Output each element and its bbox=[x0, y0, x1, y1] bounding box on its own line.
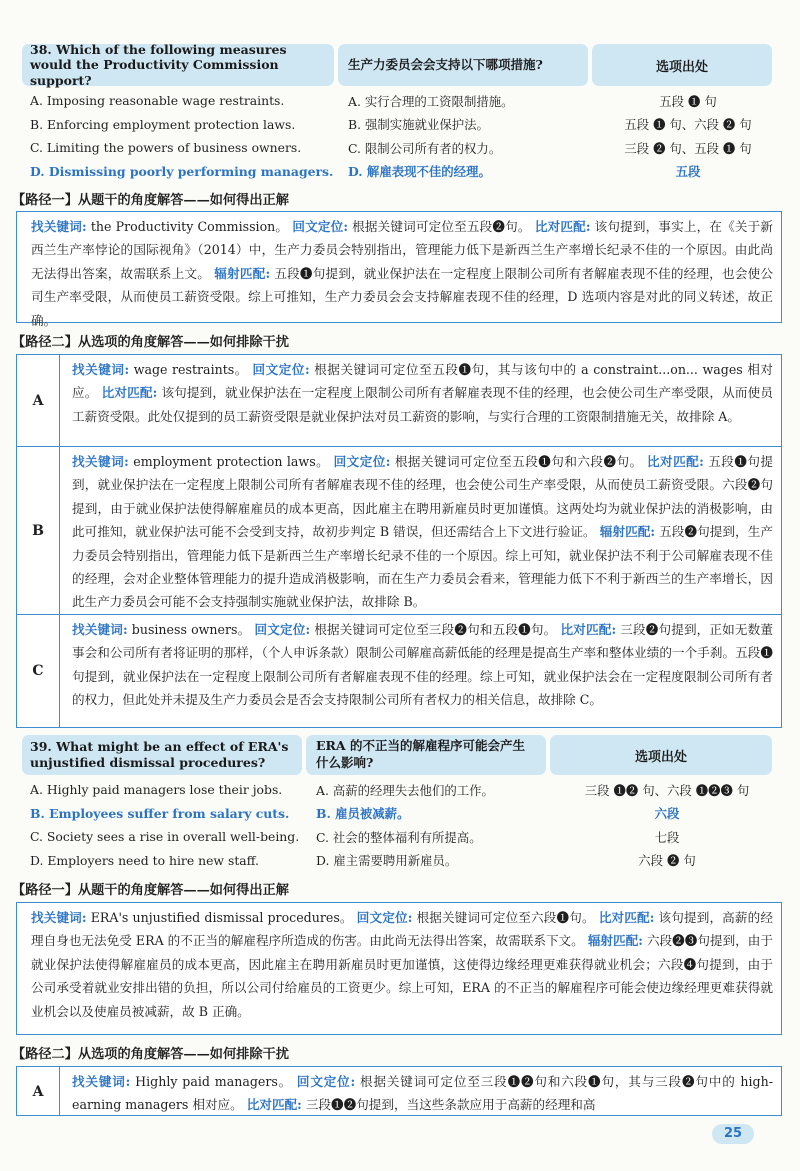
q39-question-zh: ERA 的不正当的解雇程序可能会产生什么影响? bbox=[306, 735, 546, 775]
q39-option-d: D. Employers need to hire new staff. D. 雇主需要聘用新雇员。 六段 ❷ 句 bbox=[30, 852, 696, 869]
q38-path2-box bbox=[16, 354, 782, 728]
q38-header bbox=[22, 41, 772, 88]
q38-path2-row-c: C 找关键词: business owners。 回文定位: 根据关键词可定位至三段❷句和五段❶句。 比对匹配: 三段❷句提到，正如无数董事会和公司所有者将证明的那样，（个人申诉条款）限制公司解雇高薪低能的经理是提高生产率和整体业绩的一个手刹。五段❶句提到，就业保护法在一定程度上限制公司所有者解雇表现不佳的经理。综上可知，就业保护法会在一定程度限制公司所有者的权力，但此处并未提及生产力委员会是否会支持限制公司所有者权力的相关信息，故排除 C。 bbox=[17, 615, 781, 727]
q38-source-header: 选项出处 bbox=[592, 44, 772, 86]
q39-source-header: 选项出处 bbox=[550, 735, 772, 775]
q39-path2-box bbox=[16, 1066, 782, 1116]
q38-option-d-correct: D. Dismissing poorly performing managers. D. 解雇表现不佳的经理。 五段 bbox=[30, 163, 701, 180]
q38-option-a: A. Imposing reasonable wage restraints. A. 实行合理的工资限制措施。 五段 ❶ 句 bbox=[30, 93, 717, 109]
q39-option-c: C. Society sees a rise in overall well-being. C. 社会的整体福利有所提高。 七段 bbox=[30, 829, 680, 845]
q38-option-b: B. Enforcing employment protection laws. B. 强制实施就业保护法。 五段 ❶ 句、六段 ❷ 句 bbox=[30, 116, 752, 133]
q38-path1-title: 【路径一】从题干的角度解答——如何得出正解 bbox=[12, 193, 289, 208]
q39-path1-box: 找关键词: ERA's unjustified dismissal procedures。 回文定位: 根据关键词可定位至六段❶句。 比对匹配: 该句提到，高薪的经理自身也无法免受 ERA 的不正当的解雇程序所造成的伤害。由此尚无法得出答案，故需联系下文。 辐射匹配: 六段❷❸句提到，由于就业保护法使得解雇雇员的成本更高，因此雇主在聘用新雇员时更加谨慎，这使得边缘经理更难获得就业机会；六段❹句提到，由于公司承受着就业安排出错的负担，所以公司付给雇员的工资更少。综上可知，ERA 的不正当的解雇程序可能会使边缘经理更难获得就业机会以及使雇员被减薪，故 B 正确。 bbox=[16, 902, 782, 1035]
q39-question-en: 39. What might be an effect of ERA's unjustified dismissal procedures? bbox=[22, 735, 302, 775]
q38-option-c: C. Limiting the powers of business owners. C. 限制公司所有者的权力。 三段 ❷ 句、五段 ❶ 句 bbox=[30, 140, 752, 156]
q38-path1-box: 找关键词: the Productivity Commission。 回文定位: 根据关键词可定位至五段❷句。 比对匹配: 该句提到，事实上，在《关于新西兰生产率悖论的国际视角》（2014）中，生产力委员会特别指出，管理能力低下是新西兰生产率增长纪录不佳的一个原因。由此尚无法得出答案，故需联系上文。 辐射匹配: 五段❶句提到，就业保护法在一定程度上限制公司所有者解雇表现不佳的经理，也会使公司生产率受限，从而使员工薪资受限。综上可推知，生产力委员会会支持解雇表现不佳的经理，D 选项内容是对此的同义转述，故正确。 bbox=[16, 211, 782, 323]
q38-question-zh: 生产力委员会会支持以下哪项措施? bbox=[338, 44, 588, 86]
q38-options bbox=[30, 89, 780, 183]
q38-path2-row-b: B 找关键词: employment protection laws。 回文定位: 根据关键词可定位至五段❶句和六段❷句。 比对匹配: 五段❶句提到，就业保护法在一定程度上限制公司所有者解雇表现不佳的经理，也会使公司生产率受限，从而使员工薪资受限。六段❷句提到，由于就业保护法使得解雇雇员的成本更高，因此雇主在聘用新雇员时更加谨慎。这两处均为就业保护法的消极影响，由此可推知，就业保护法可能不会受到支持，故初步判定 B 错误，但还需结合上下文进行验证。 辐射匹配: 五段❷句提到，生产力委员会特别指出，管理能力低下是新西兰生产率增长纪录不佳的一个原因。综上可知，就业保护法不利于公司解雇表现不佳的经理，会对企业整体管理能力的提升造成消极影响，而在生产力委员会看来，管理能力低下不利于新西兰的生产率增长，因此生产力委员会可能不会支持强制实施就业保护法，故排除 B。 bbox=[17, 447, 781, 615]
q39-options bbox=[30, 778, 780, 872]
q39-option-a: A. Highly paid managers lose their jobs. A. 高薪的经理失去他们的工作。 三段 ❶❷ 句、六段 ❶❷❸ 句 bbox=[30, 782, 750, 798]
q39-path2-title: 【路径二】从选项的角度解答——如何排除干扰 bbox=[12, 1047, 289, 1062]
q39-header bbox=[22, 735, 772, 775]
q38-path2-title: 【路径二】从选项的角度解答——如何排除干扰 bbox=[12, 335, 289, 350]
q39-path1-title: 【路径一】从题干的角度解答——如何得出正解 bbox=[12, 883, 289, 898]
q38-path2-row-a: A 找关键词: wage restraints。 回文定位: 根据关键词可定位至五段❶句，其与该句中的 a constraint...on... wages 相对应。 比对匹配: 该句提到，就业保护法在一定程度上限制公司所有者解雇表现不佳的经理，也会使公司生产率受限，从而使员工薪资受限。此处仅提到的员工薪资受限是就业保护法对员工薪资的影响，与实行合理的工资限制措施无关，故排除 A。 bbox=[17, 355, 781, 447]
q38-question-en: 38. Which of the following measures would the Productivity Commission support? bbox=[22, 44, 334, 86]
q39-path2-row-a: A 找关键词: Highly paid managers。 回文定位: 根据关键词可定位至三段❶❷句和六段❶句，其与三段❷句中的 high-earning managers 相对应。 比对匹配: 三段❶❷句提到，当这些条款应用于高薪的经理和高 bbox=[17, 1067, 781, 1116]
q39-option-b-correct: B. Employees suffer from salary cuts. B. 雇员被减薪。 六段 bbox=[30, 805, 680, 822]
page-number: 25 bbox=[712, 1124, 754, 1144]
